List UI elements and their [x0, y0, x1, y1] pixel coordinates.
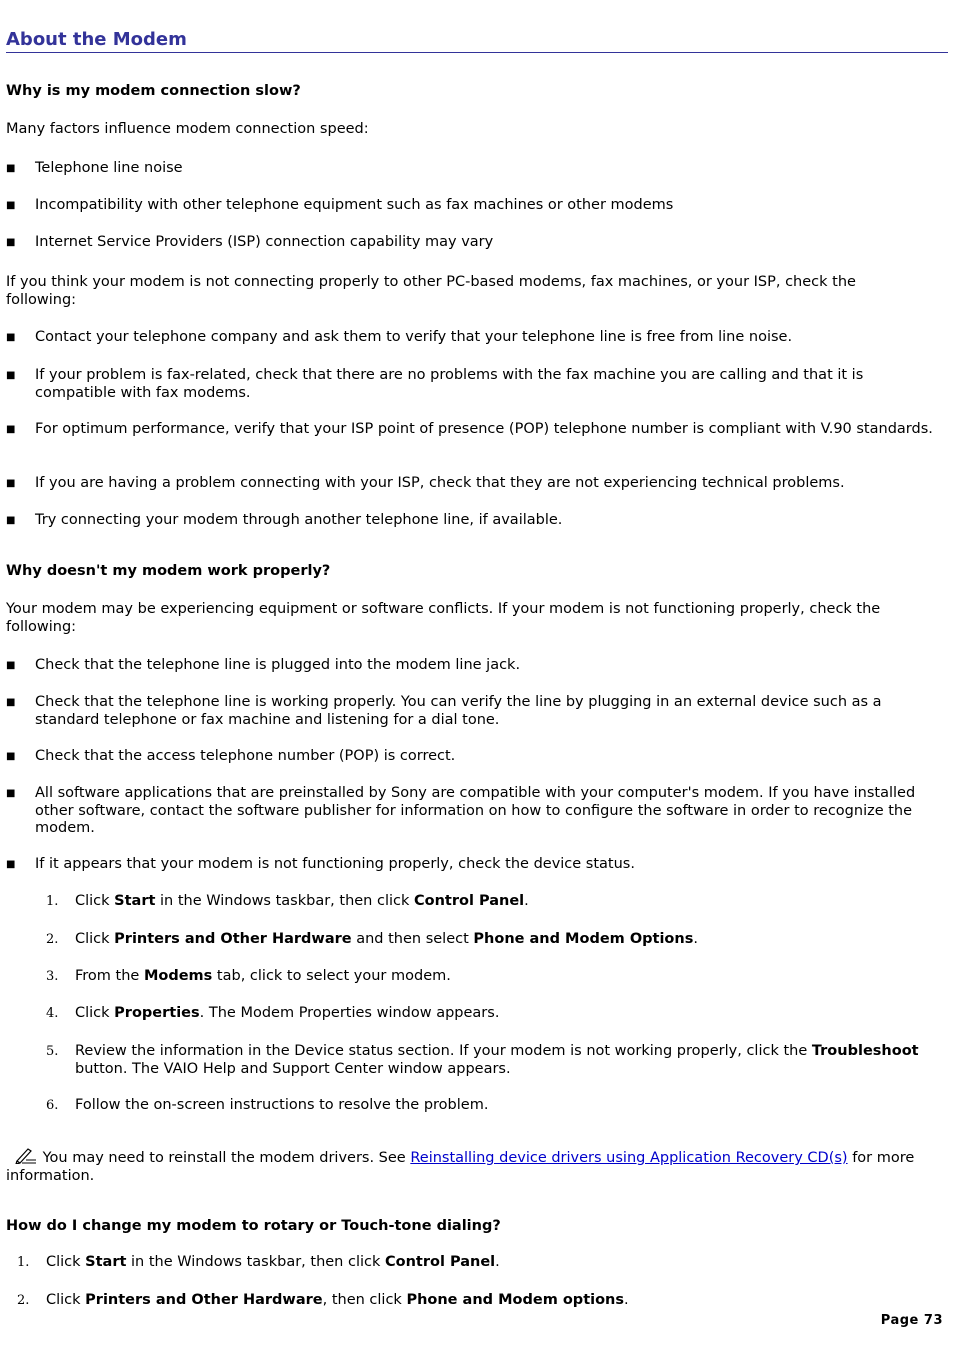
page-number: Page 73: [880, 1313, 943, 1328]
paragraph: If you think your modem is not connecting properly to other PC-based modems, fax machines, or your ISP, check the following:: [6, 274, 856, 308]
question-heading: Why doesn't my modem work properly?: [6, 563, 331, 579]
bullet-icon: ■: [6, 751, 16, 762]
bullet-icon: ■: [6, 424, 16, 435]
reinstall-drivers-link[interactable]: Reinstalling device drivers using Application Recovery CD(s): [410, 1150, 848, 1166]
page-title: About the Modem: [6, 29, 948, 53]
bullet-icon: ■: [6, 788, 16, 799]
bullet-icon: ■: [6, 697, 16, 708]
bullet-icon: ■: [6, 370, 16, 381]
bullet-icon: ■: [6, 237, 16, 248]
paragraph: Many factors influence modem connection speed:: [6, 121, 369, 137]
bullet-icon: ■: [6, 163, 16, 174]
paragraph: Your modem may be experiencing equipment or software conflicts. If your modem is not functioning properly, check the following:: [6, 601, 881, 635]
bullet-icon: ■: [6, 660, 16, 671]
bullet-icon: ■: [6, 200, 16, 211]
bullet-icon: ■: [6, 515, 16, 526]
bullet-icon: ■: [6, 859, 16, 870]
note: You may need to reinstall the modem drivers. See Reinstalling device drivers using Application Recovery CD(s) for more information.: [6, 1146, 948, 1185]
bullet-icon: ■: [6, 332, 16, 343]
question-heading: Why is my modem connection slow?: [6, 83, 301, 99]
question-heading: How do I change my modem to rotary or Touch-tone dialing?: [6, 1218, 501, 1234]
note-pencil-icon: [14, 1146, 38, 1164]
bullet-icon: ■: [6, 478, 16, 489]
